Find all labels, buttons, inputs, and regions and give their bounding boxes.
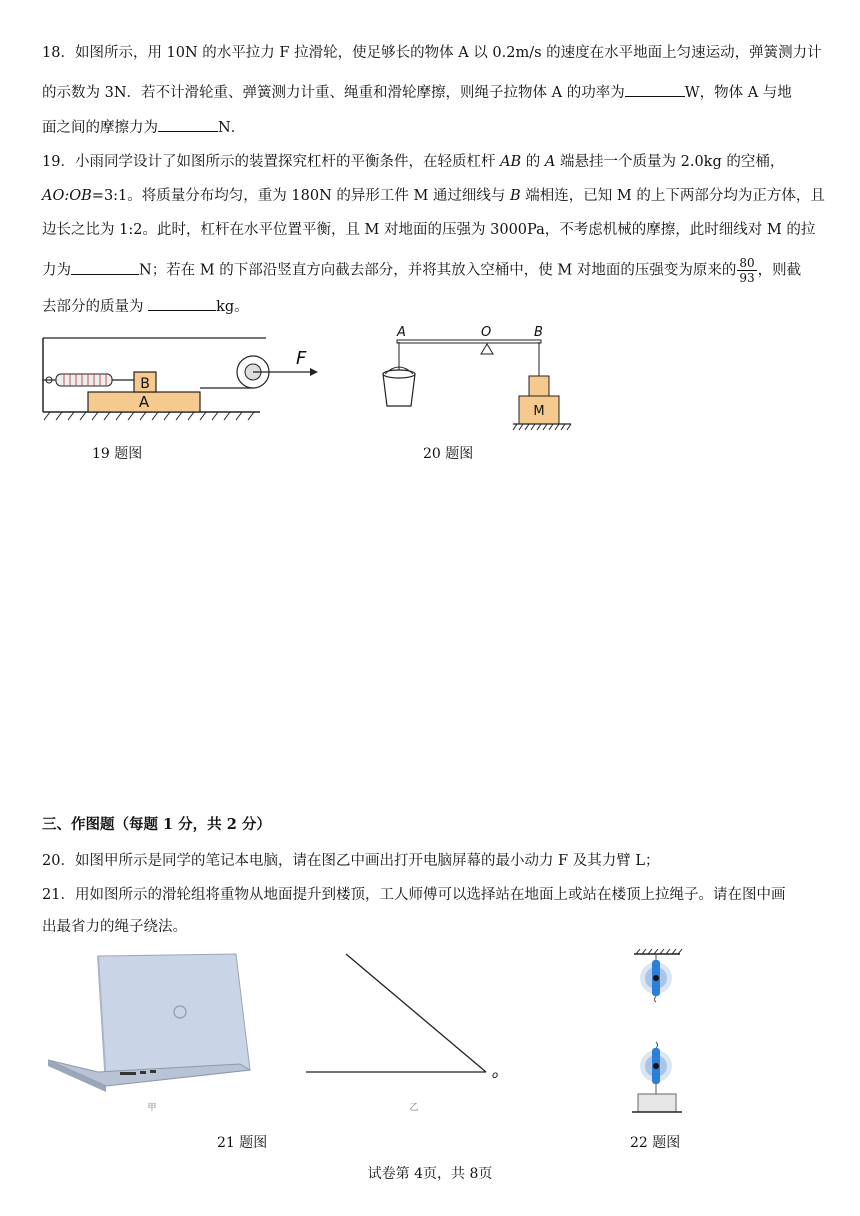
- q19-line-1: 19．小雨同学设计了如图所示的装置探究杠杆的平衡条件，在轻质杠杆 AB 的 A 端悬挂一个质量为 2.0kg 的空桶，: [42, 154, 785, 170]
- q19-blank-mass[interactable]: [148, 296, 216, 311]
- fig20-diagram: [375, 322, 575, 434]
- angle-diagram: [298, 948, 514, 1118]
- svg-text:O: O: [481, 325, 492, 340]
- q21-line-2: 出最省力的绳子绕法。: [42, 919, 187, 935]
- svg-text:A: A: [138, 393, 150, 411]
- q19-line-3: 边长之比为 1:2。此时，杠杆在水平位置平衡，且 M 对地面的压强为 3000Pa，不考虑机械的摩擦，此时细线对 M 的拉: [42, 222, 816, 238]
- svg-text:o: o: [492, 1070, 499, 1081]
- svg-text:B: B: [534, 325, 543, 340]
- q18-line-3: 面之间的摩擦力为 N．: [42, 117, 245, 138]
- svg-text:甲: 甲: [147, 1103, 157, 1113]
- svg-text:乙: 乙: [409, 1103, 419, 1113]
- svg-text:B: B: [140, 376, 150, 392]
- section-3-title: 三、作图题（每题 1 分，共 2 分）: [42, 816, 271, 833]
- q18-line-1: 18．如图所示，用 10N 的水平拉力 F 拉滑轮，使足够长的物体 A 以 0.2m/s 的速度在水平地面上匀速运动，弹簧测力计: [42, 45, 822, 61]
- fig19-diagram: [38, 330, 328, 426]
- q19-line-5: 去部分的质量为 kg。: [42, 296, 249, 317]
- page-footer: 试卷第 4页，共 8页: [367, 1166, 493, 1182]
- q20-text: 20．如图甲所示是同学的笔记本电脑，请在图乙中画出打开电脑屏幕的最小动力 F 及其力臂 L；: [42, 853, 660, 869]
- fig22-caption: 22 题图: [630, 1135, 681, 1151]
- fig19-caption: 19 题图: [92, 446, 143, 462]
- fig20-caption: 20 题图: [423, 446, 474, 462]
- svg-text:F: F: [296, 348, 307, 369]
- svg-text:A: A: [397, 325, 406, 340]
- q19-line-2: AO:OB=3:1。将质量分布均匀，重为 180N 的异形工件 M 通过细线与 B 端相连，已知 M 的上下两部分均为正方体，且: [42, 188, 825, 204]
- svg-text:M: M: [533, 404, 545, 419]
- q19-blank-tension[interactable]: [71, 260, 139, 275]
- fig21-caption: 21 题图: [217, 1135, 268, 1151]
- q19-fraction: $\frac{80}{93}$: [739, 256, 755, 285]
- q21-line-1: 21．用如图所示的滑轮组将重物从地面提升到楼顶，工人师傅可以选择站在地面上或站在楼顶上拉绳子。请在图中画: [42, 887, 786, 903]
- q19-line-4: 力为 N；若在 M 的下部沿竖直方向截去部分，并将其放入空桶中，使 M 对地面的压强变为原来的 $\frac{80}{93}$ ，则截: [42, 256, 802, 285]
- laptop-photo: [40, 948, 254, 1118]
- pulley-diagram: [622, 948, 692, 1118]
- q18-blank-friction[interactable]: [158, 117, 218, 132]
- q18-blank-power[interactable]: [625, 82, 685, 97]
- q18-line-2: 的示数为 3N．若不计滑轮重、弹簧测力计重、绳重和滑轮摩擦，则绳子拉物体 A 的功率为 W，物体 A 与地: [42, 82, 792, 103]
